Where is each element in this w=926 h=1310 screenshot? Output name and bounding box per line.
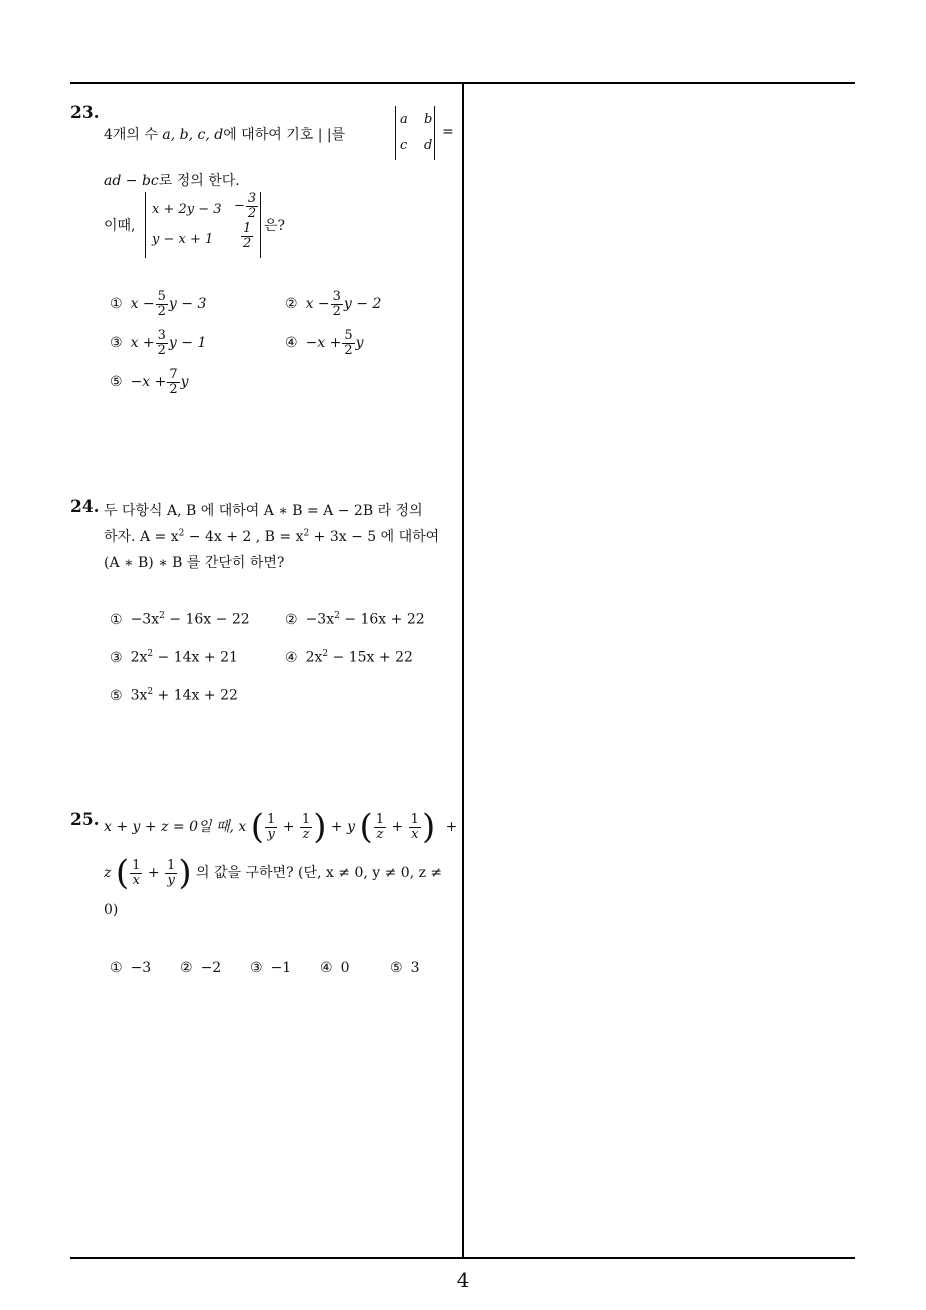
- q23-line1-pre: 4개의 수: [104, 127, 158, 143]
- q25-line2-b: 의 값을 구하면? (단, x ≠ 0, y ≠ 0, z ≠: [196, 865, 443, 881]
- matrix-21: y − x + 1: [152, 232, 214, 247]
- matrix-12-num: 3: [247, 191, 257, 206]
- plus: +: [282, 819, 295, 835]
- frac-num: 3: [157, 328, 166, 343]
- q25-line1-a: x + y + z = 0일 때, x: [104, 819, 247, 835]
- det-c: c: [400, 138, 408, 153]
- q23-line1-bars: | |: [317, 127, 332, 143]
- q24-choice-5[interactable]: [110, 687, 238, 704]
- column-divider: [462, 82, 464, 1259]
- choice-value: −2: [200, 960, 222, 976]
- q24-choice-2[interactable]: [285, 611, 425, 628]
- q23-choice-3[interactable]: [110, 329, 206, 357]
- q25-line1-mid: + y: [330, 819, 356, 835]
- choice-mark: ①: [110, 296, 123, 313]
- matrix-12: [234, 192, 259, 220]
- choice-mark: ④: [285, 649, 298, 666]
- q25-frac-1y-b: [165, 859, 177, 887]
- choice-post: y: [355, 335, 364, 352]
- choice-mark: ⑤: [110, 687, 123, 704]
- choice-a: 2x: [305, 649, 323, 666]
- question-24-number: 24.: [70, 497, 100, 517]
- paren-open: (: [359, 807, 373, 847]
- choice-mark: ④: [285, 335, 298, 352]
- choice-b: − 16x − 22: [164, 611, 250, 628]
- matrix-11: x + 2y − 3: [152, 202, 222, 217]
- choice-a: 2x: [130, 649, 148, 666]
- choice-mark: ②: [285, 296, 298, 313]
- choice-b: − 14x + 21: [153, 649, 238, 666]
- frac-num: 1: [267, 811, 276, 827]
- paren-close: ): [421, 807, 436, 847]
- q24-choice-4[interactable]: [285, 649, 413, 666]
- question-23-number: 23.: [70, 103, 100, 123]
- frac-num: 5: [157, 289, 166, 304]
- q25-choice-5[interactable]: [390, 960, 419, 976]
- frac-num: 7: [169, 367, 178, 382]
- q23-line2-math: ad − bc: [104, 173, 159, 189]
- frac-den: x: [411, 826, 419, 842]
- choice-pre: −x +: [130, 374, 167, 391]
- choice-pre: x +: [130, 335, 155, 352]
- q24-square-2: 2: [303, 528, 310, 539]
- matrix-22: [240, 222, 254, 250]
- paren-open: (: [115, 853, 130, 893]
- question-25-line2: [104, 853, 443, 893]
- choice-mark: ①: [110, 960, 123, 976]
- q23-choice-4[interactable]: [285, 329, 364, 357]
- choice-mark: ③: [110, 649, 123, 666]
- q23-line1-post: 에 대하여 기호: [223, 127, 314, 143]
- q23-line2-text: 로 정의 한다.: [158, 173, 240, 189]
- q25-line2-a: z: [104, 865, 112, 881]
- q24-line2-b: − 4x + 2 , B = x: [184, 529, 304, 545]
- question-25-line3: 0): [104, 902, 119, 918]
- q23-choice-5[interactable]: [110, 368, 189, 396]
- question-23-line1: [104, 124, 345, 144]
- frac-den: y: [167, 872, 175, 888]
- choice-value: −1: [270, 960, 292, 976]
- choice-square: 2: [147, 649, 154, 659]
- frac-den: 2: [157, 342, 166, 358]
- choice-frac: [156, 290, 168, 318]
- choice-square: 2: [334, 611, 340, 621]
- q23-line3-pre: 이때,: [104, 218, 136, 234]
- q23-line1-reul: 를: [331, 127, 346, 143]
- choice-a: −3x: [130, 611, 160, 628]
- matrix-22-den: 2: [243, 235, 252, 251]
- choice-value: 0: [340, 960, 350, 976]
- frac-den: 2: [157, 303, 166, 319]
- q23-choice-2[interactable]: [285, 290, 381, 318]
- frac-num: 1: [375, 811, 385, 827]
- frac-den: x: [132, 872, 140, 888]
- choice-value: −3: [130, 960, 152, 976]
- choice-frac: [156, 329, 168, 357]
- q25-choice-1[interactable]: [110, 960, 151, 976]
- matrix-12-sign: −: [234, 198, 245, 214]
- q25-choice-2[interactable]: [180, 960, 221, 976]
- det-b: b: [424, 112, 433, 127]
- det-a: a: [400, 112, 408, 127]
- choice-mark: ②: [180, 960, 193, 976]
- choice-post: y − 3: [168, 296, 207, 313]
- question-24-line3: (A ∗ B) ∗ B 를 간단히 하면?: [104, 555, 285, 571]
- plus: +: [147, 865, 160, 881]
- plus: +: [391, 819, 404, 835]
- frac-den: y: [267, 826, 275, 842]
- q24-square-1: 2: [178, 528, 185, 539]
- q23-line3-post: 은?: [264, 218, 286, 234]
- choice-post: y − 1: [168, 335, 207, 352]
- choice-square: 2: [322, 649, 329, 659]
- paren-close: ): [178, 853, 192, 893]
- matrix-22-frac: [241, 222, 253, 250]
- q25-frac-1z-b: [374, 813, 386, 841]
- question-25-line1: [104, 807, 458, 847]
- question-24-line1: 두 다항식 A, B 에 대하여 A ∗ B = A − 2B 라 정의: [104, 503, 423, 519]
- q25-frac-1x-b: [130, 859, 142, 887]
- q25-frac-1z: [300, 813, 312, 841]
- choice-mark: ③: [110, 335, 123, 352]
- q24-line2-c: + 3x − 5 에 대하여: [309, 529, 440, 545]
- choice-frac: [167, 368, 179, 396]
- question-25-number: 25.: [70, 810, 100, 830]
- q23-equals: =: [442, 124, 454, 140]
- choice-pre: −x +: [305, 335, 342, 352]
- q24-line2-a: 하자. A = x: [104, 529, 179, 545]
- frac-num: 1: [132, 857, 141, 873]
- choice-mark: ⑤: [110, 374, 123, 391]
- choice-a: 3x: [130, 687, 148, 704]
- q23-line1-vars: a, b, c, d: [162, 127, 224, 143]
- frac-den: 2: [169, 381, 178, 397]
- question-24-line2: [104, 526, 439, 546]
- frac-den: z: [302, 826, 310, 842]
- q23-choice-1[interactable]: [110, 290, 206, 318]
- choice-post: y − 2: [343, 296, 382, 313]
- q24-choice-3[interactable]: [110, 649, 238, 666]
- frac-num: 3: [332, 289, 341, 304]
- bottom-rule: [70, 1257, 855, 1259]
- frac-num: 1: [410, 811, 419, 827]
- choice-frac: [342, 329, 354, 357]
- choice-frac: [331, 290, 343, 318]
- page-number: 4: [456, 1268, 470, 1292]
- choice-mark: ⑤: [390, 960, 403, 976]
- q23-symbol-determinant: [395, 106, 435, 160]
- question-23-line2: [104, 170, 240, 190]
- frac-den: 2: [332, 303, 341, 319]
- frac-den: 2: [344, 342, 353, 358]
- matrix-22-num: 1: [243, 221, 252, 236]
- choice-pre: x −: [305, 296, 330, 313]
- frac-num: 5: [344, 328, 353, 343]
- q25-choice-3[interactable]: [250, 960, 291, 976]
- matrix-12-den: 2: [247, 205, 257, 221]
- choice-mark: ①: [110, 611, 123, 628]
- choice-b: − 16x + 22: [339, 611, 425, 628]
- choice-pre: x −: [130, 296, 155, 313]
- paren-open: (: [250, 807, 264, 847]
- q25-line1-end: +: [445, 819, 458, 835]
- q23-matrix-determinant: [145, 192, 261, 258]
- choice-b: + 14x + 22: [153, 687, 238, 704]
- frac-den: z: [376, 826, 384, 842]
- choice-mark: ③: [250, 960, 263, 976]
- paren-close: ): [313, 807, 327, 847]
- choice-b: − 15x + 22: [328, 649, 413, 666]
- q25-frac-1x: [409, 813, 421, 841]
- q25-frac-1y: [265, 813, 277, 841]
- choice-mark: ④: [320, 960, 333, 976]
- matrix-12-frac: [246, 192, 258, 220]
- q24-choice-1[interactable]: [110, 611, 250, 628]
- choice-square: 2: [159, 611, 165, 621]
- choice-a: −3x: [305, 611, 335, 628]
- q25-choice-4[interactable]: [320, 960, 349, 976]
- choice-square: 2: [147, 687, 154, 697]
- choice-mark: ②: [285, 611, 298, 628]
- choice-value: 3: [410, 960, 420, 976]
- frac-num: 1: [167, 857, 176, 873]
- frac-num: 1: [301, 811, 311, 827]
- choice-post: y: [180, 374, 189, 391]
- det-d: d: [424, 138, 433, 153]
